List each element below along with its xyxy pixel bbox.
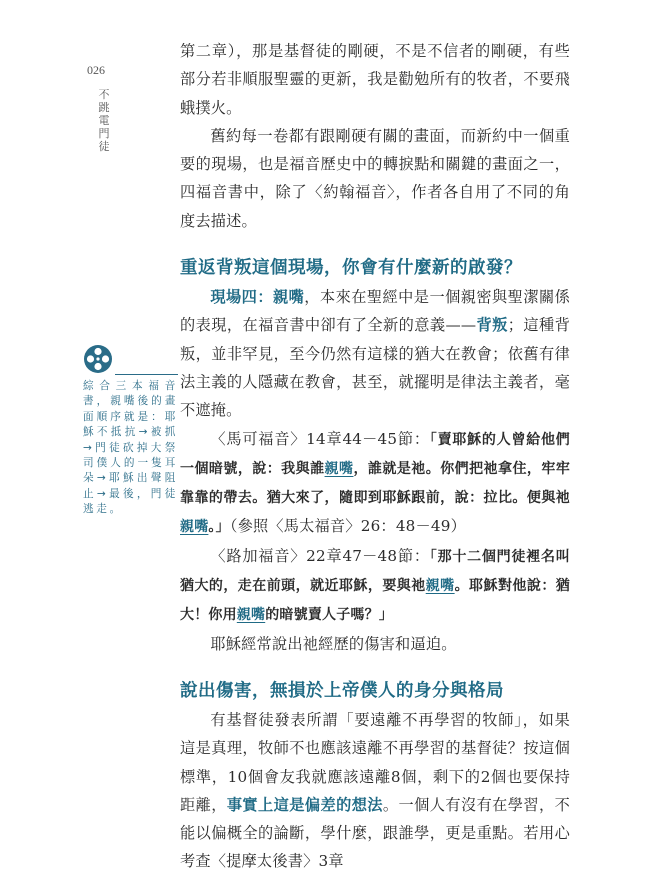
paragraph: 現場四：親嘴，本來在聖經中是一個親密與聖潔關係的表現，在福音書中卻有了全新的意義——背叛；這種背叛，並非罕見，至今仍然有這樣的猶大在教會；依舊有律法主義的人隱藏在教會，甚至，就擺明是律法主義者，毫不遮掩。 — [180, 288, 571, 420]
page-number: 026 — [87, 63, 105, 77]
highlight-statement: 事實上這是偏差的想法 — [226, 795, 383, 814]
film-reel-icon — [83, 344, 113, 378]
sidenote — [83, 348, 178, 518]
section-heading: 說出傷害，無損於上帝僕人的身分與格局 — [180, 680, 504, 701]
scripture-ref: 〈路加福音〉22章47－48節： — [210, 546, 430, 565]
sidenote-text: 綜合三本福音書，親嘴後的畫面順序就是：耶穌不抵抗→被抓→門徒砍掉大祭司僕人的一隻耳朵→耶穌出聲阻止→最後，門徒逃走。 — [83, 380, 178, 516]
sidenote-divider — [115, 374, 178, 376]
scripture-quote: 〈馬可福音〉14章44－45節：「賣耶穌的人曾給他們一個暗號，說：我與誰親嘴，誰就是祂。你們把祂拿住，牢牢靠靠的帶去。猶大來了，隨即到耶穌跟前，說：拉比。便與祂親嘴。」（參照〈馬太福音〉26：48－49） — [180, 429, 571, 536]
keyword-kiss: 親嘴 — [236, 607, 266, 624]
scene-label: 現場四：親嘴 — [210, 288, 305, 307]
paragraph: 舊約每一卷都有跟剛硬有關的畫面，而新約中一個重要的現場，也是福音歷史中的轉捩點和關鍵的畫面之一，四福音書中，除了〈約翰福音〉，作者各自用了不同的角度去描述。 — [180, 126, 570, 230]
scripture-ref: 〈馬可福音〉14章44－45節： — [210, 429, 430, 448]
cross-reference: （參照〈馬太福音〉26：48－49） — [229, 517, 467, 536]
paragraph: 有基督徒發表所謂「要遠離不再學習的牧師」，如果這是真理，牧師不也應該遠離不再學習的基督徒？按這個標準，10個會友我就應該遠離8個，剩下的2個也要保持距離，事實上這是偏差的想法。一個人有沒有在學習，不能以偏概全的論斷，學什麼，跟誰學，更是重點。若用心考查〈提摩太後書〉3章 — [180, 710, 570, 871]
keyword-kiss: 親嘴 — [180, 519, 209, 536]
highlight-betrayal: 背叛 — [476, 316, 508, 335]
scripture-quote: 〈路加福音〉22章47－48節：「那十二個門徒裡名叫猶大的，走在前頭，就近耶穌，要與祂親嘴。耶穌對他說：猶大！你用親嘴的暗號賣人子嗎？」 — [180, 546, 570, 624]
book-title-vertical: 不跳電門徒 — [98, 88, 110, 153]
keyword-kiss: 親嘴 — [425, 578, 455, 595]
paragraph: 第二章），那是基督徒的剛硬，不是不信者的剛硬，有些部分若非順服聖靈的更新，我是勸勉所有的牧者，不要飛蛾撲火。 — [180, 42, 570, 117]
section-heading: 重返背叛這個現場，你會有什麼新的啟發？ — [180, 258, 522, 279]
paragraph: 耶穌經常說出祂經歷的傷害和逼迫。 — [210, 634, 457, 653]
keyword-kiss: 親嘴 — [324, 460, 354, 477]
